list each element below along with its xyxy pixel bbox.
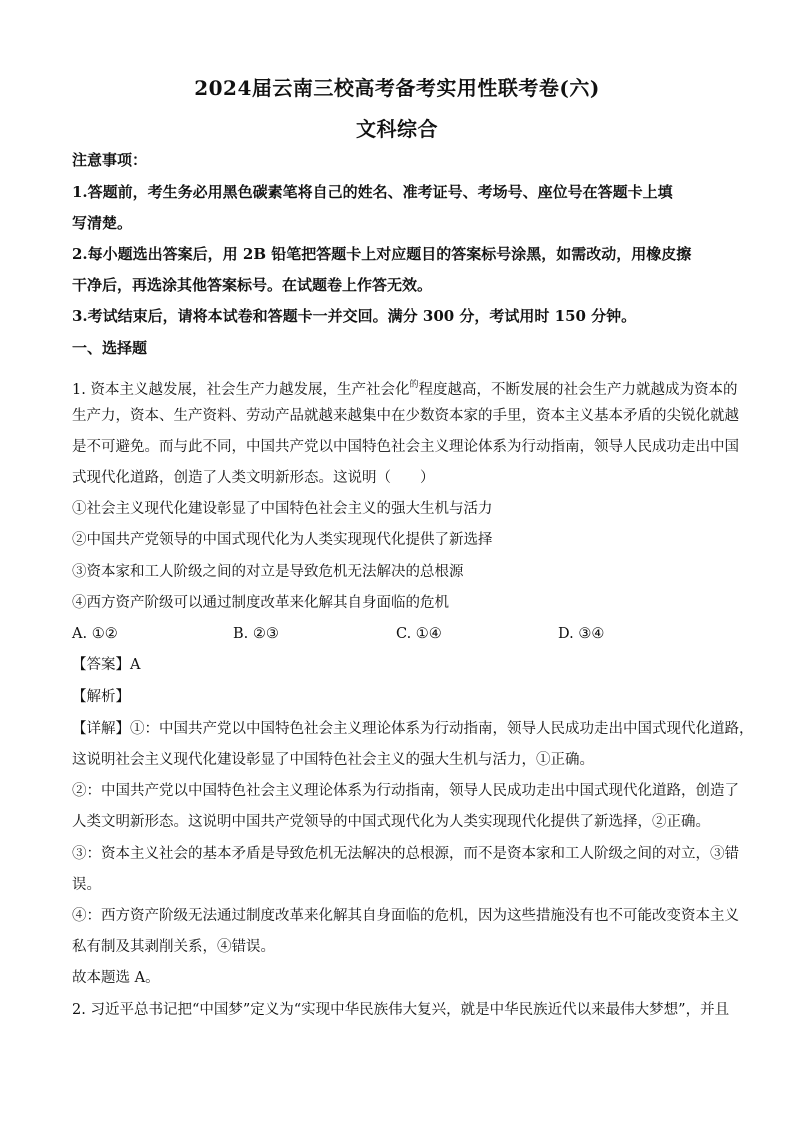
explanation-line: ③：资本主义社会的基本矛盾是导致危机无法解决的总根源，而不是资本家和工人阶级之间的对立，③错 — [72, 846, 739, 862]
statement-1: ①社会主义现代化建设彰显了中国特色社会主义的强大生机与活力 — [72, 501, 493, 517]
explanation-line: 人类文明新形态。这说明中国共产党领导的中国式现代化为人类实现现代化提供了新选择，②正确。 — [72, 814, 710, 830]
section-heading: 一、选择题 — [72, 339, 148, 357]
question-1-stem-part: 程度越高，不断发展的社会生产力就越成为资本的 — [418, 382, 738, 398]
explanation-line: ④：西方资产阶级无法通过制度改革来化解其自身面临的危机，因为这些措施没有也不可能改变资本主义 — [72, 908, 739, 924]
statement-4: ④西方资产阶级可以通过制度改革来化解其自身面临的危机 — [72, 595, 449, 611]
option-c: C. ①④ — [396, 626, 442, 642]
explanation-line: 私有制及其剥削关系，④错误。 — [72, 939, 275, 955]
question-1-stem-line: 式现代化道路，创造了人类文明新形态。这说明（ ） — [72, 470, 435, 486]
statement-3: ③资本家和工人阶级之间的对立是导致危机无法解决的总根源 — [72, 564, 464, 580]
notice-line: 1.答题前，考生务必用黑色碳素笔将自己的姓名、准考证号、考场号、座位号在答题卡上填 — [72, 183, 673, 201]
notice-line: 干净后，再选涂其他答案标号。在试题卷上作答无效。 — [72, 276, 433, 294]
exam-subtitle: 文科综合 — [356, 117, 438, 141]
statement-2: ②中国共产党领导的中国式现代化为人类实现现代化提供了新选择 — [72, 532, 493, 548]
notice-heading: 注意事项： — [72, 151, 148, 169]
question-1-stem — [72, 375, 738, 400]
conclusion-line: 故本题选 A。 — [72, 970, 160, 986]
option-b: B. ②③ — [233, 626, 279, 642]
question-1-stem-part: 1. 资本主义越发展，社会生产力越发展，生产社会化 — [72, 382, 410, 398]
notice-line: 3.考试结束后，请将本试卷和答题卡一并交回。满分 300 分，考试用时 150 分钟。 — [72, 307, 637, 325]
option-d: D. ③④ — [558, 626, 605, 642]
exam-title: 2024届云南三校高考备考实用性联考卷(六) — [194, 76, 600, 100]
question-1-stem-line: 是不可避免。而与此不同，中国共产党以中国特色社会主义理论体系为行动指南，领导人民成功走出中国 — [72, 439, 739, 455]
question-2-stem: 2. 习近平总书记把“中国梦”定义为“实现中华民族伟大复兴，就是中华民族近代以来最伟大梦想”，并且 — [72, 1002, 730, 1018]
explanation-line: ②：中国共产党以中国特色社会主义理论体系为行动指南，领导人民成功走出中国式现代化道路，创造了 — [72, 783, 739, 799]
analysis-label: 【解析】 — [72, 689, 130, 705]
answer-label: 【答案】A — [72, 657, 141, 673]
explanation-line: 误。 — [72, 877, 101, 893]
superscript-mark: 的 — [409, 380, 419, 390]
notice-line: 2.每小题选出答案后，用 2B 铅笔把答题卡上对应题目的答案标号涂黑，如需改动，用橡皮擦 — [72, 245, 692, 263]
explanation-line: 这说明社会主义现代化建设彰显了中国特色社会主义的强大生机与活力，①正确。 — [72, 752, 594, 768]
question-1-stem-line: 生产力，资本、生产资料、劳动产品就越来越集中在少数资本家的手里，资本主义基本矛盾的尖锐化就越 — [72, 408, 739, 424]
notice-line: 写清楚。 — [72, 214, 133, 232]
option-a: A. ①② — [72, 626, 118, 642]
explanation-line: 【详解】①：中国共产党以中国特色社会主义理论体系为行动指南，领导人民成功走出中国式现代化道路， — [72, 721, 754, 737]
